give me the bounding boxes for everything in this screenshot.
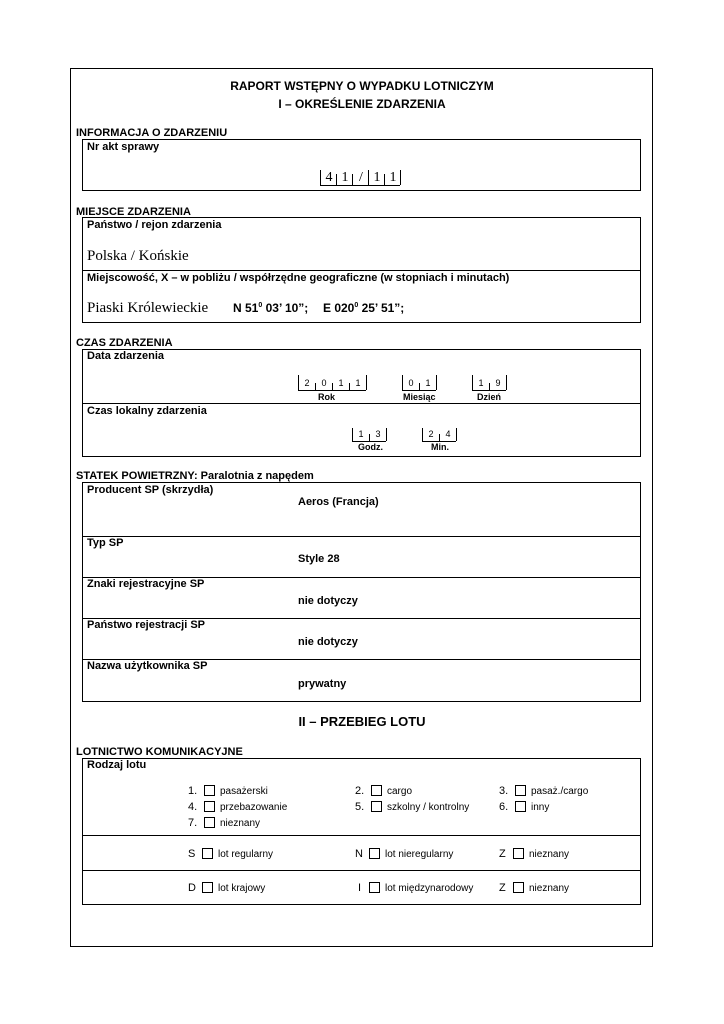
year-digit: 0 bbox=[321, 378, 327, 388]
checkbox[interactable] bbox=[371, 801, 382, 812]
section-czas: CZAS ZDARZENIA bbox=[76, 337, 173, 349]
checkbox[interactable] bbox=[202, 848, 213, 859]
producent-label: Producent SP (skrzydła) bbox=[87, 484, 214, 496]
day-digit: 1 bbox=[478, 378, 484, 388]
producent-value[interactable]: Aeros (Francja) bbox=[298, 496, 379, 508]
hour-digit: 1 bbox=[358, 429, 364, 439]
coord-e-prefix: E 020 bbox=[322, 301, 355, 315]
nr-digit: 4 bbox=[325, 170, 333, 185]
minute-digit: 4 bbox=[445, 429, 451, 439]
godz-label: Godz. bbox=[358, 442, 383, 452]
panstwo-rejestracji-value[interactable]: nie dotyczy bbox=[298, 636, 358, 648]
coordinates bbox=[233, 301, 404, 315]
coord-n-prefix: N 51 bbox=[233, 301, 259, 315]
checkbox[interactable] bbox=[202, 882, 213, 893]
uzytkownik-value[interactable]: prywatny bbox=[298, 678, 347, 690]
coord-e-degree: 0 bbox=[354, 302, 359, 309]
year-digit: 1 bbox=[338, 378, 344, 388]
przebieg-heading: II – PRZEBIEG LOTU bbox=[298, 714, 426, 729]
month-digit: 0 bbox=[408, 378, 414, 388]
section-statek: STATEK POWIETRZNY: Paralotnia z napędem bbox=[76, 470, 314, 482]
checkbox[interactable] bbox=[371, 785, 382, 796]
uzytkownik-label: Nazwa użytkownika SP bbox=[87, 660, 208, 672]
checkbox[interactable] bbox=[204, 801, 215, 812]
lokalny-label: Czas lokalny zdarzenia bbox=[87, 405, 207, 417]
miejscowosc-label: Miejscowość, X – w pobliżu / współrzędne geograficzne (w stopniach i minutach) bbox=[87, 272, 510, 284]
data-label: Data zdarzenia bbox=[87, 350, 165, 362]
znaki-value[interactable]: nie dotyczy bbox=[298, 595, 358, 607]
section-miejsce: MIEJSCE ZDARZENIA bbox=[76, 206, 191, 218]
minute-field[interactable] bbox=[422, 428, 458, 442]
checkbox[interactable] bbox=[369, 882, 380, 893]
coord-n-degree: 0 bbox=[258, 302, 263, 309]
hour-field[interactable] bbox=[352, 428, 388, 442]
min-label: Min. bbox=[431, 442, 449, 452]
year-field[interactable] bbox=[298, 375, 368, 391]
dzien-label: Dzień bbox=[477, 392, 502, 402]
nr-digit: 1 bbox=[373, 170, 381, 185]
month-field[interactable] bbox=[402, 375, 438, 391]
checkbox[interactable] bbox=[513, 848, 524, 859]
year-digit: 1 bbox=[355, 378, 361, 388]
checkbox[interactable] bbox=[204, 785, 215, 796]
day-digit: 9 bbox=[495, 378, 501, 388]
rodzaj-label: Rodzaj lotu bbox=[87, 759, 147, 771]
panstwo-label: Państwo / rejon zdarzenia bbox=[87, 219, 222, 231]
nr-digit: / bbox=[359, 170, 363, 185]
checkbox[interactable] bbox=[369, 848, 380, 859]
report-subtitle: I – OKREŚLENIE ZDARZENIA bbox=[278, 97, 446, 111]
coord-e-rest: 25’ 51”; bbox=[358, 301, 405, 315]
nr-akt-field[interactable] bbox=[320, 170, 402, 186]
checkbox[interactable] bbox=[204, 817, 215, 828]
section-informacja: INFORMACJA O ZDARZENIU bbox=[76, 127, 228, 139]
checkbox[interactable] bbox=[513, 882, 524, 893]
panstwo-value[interactable]: Polska / Końskie bbox=[87, 248, 189, 264]
section-lotnictwo: LOTNICTWO KOMUNIKACYJNE bbox=[76, 746, 243, 758]
minute-digit: 2 bbox=[428, 429, 434, 439]
checkbox[interactable] bbox=[515, 801, 526, 812]
rok-label: Rok bbox=[318, 392, 336, 402]
nr-digit: 1 bbox=[341, 170, 349, 185]
report-title: RAPORT WSTĘPNY O WYPADKU LOTNICZYM bbox=[230, 79, 494, 93]
coord-n-rest: 03’ 10”; bbox=[262, 301, 309, 315]
day-field[interactable] bbox=[472, 375, 508, 391]
nr-akt-label: Nr akt sprawy bbox=[87, 141, 160, 153]
panstwo-rejestracji-label: Państwo rejestracji SP bbox=[87, 619, 205, 631]
miesiac-label: Miesiąc bbox=[403, 392, 436, 402]
nr-digit: 1 bbox=[389, 170, 397, 185]
hour-digit: 3 bbox=[375, 429, 381, 439]
month-digit: 1 bbox=[425, 378, 431, 388]
year-digit: 2 bbox=[304, 378, 310, 388]
miejscowosc-value[interactable]: Piaski Królewieckie bbox=[87, 300, 209, 316]
typ-value[interactable]: Style 28 bbox=[298, 553, 340, 565]
znaki-label: Znaki rejestracyjne SP bbox=[87, 578, 205, 590]
checkbox[interactable] bbox=[515, 785, 526, 796]
typ-label: Typ SP bbox=[87, 537, 124, 549]
